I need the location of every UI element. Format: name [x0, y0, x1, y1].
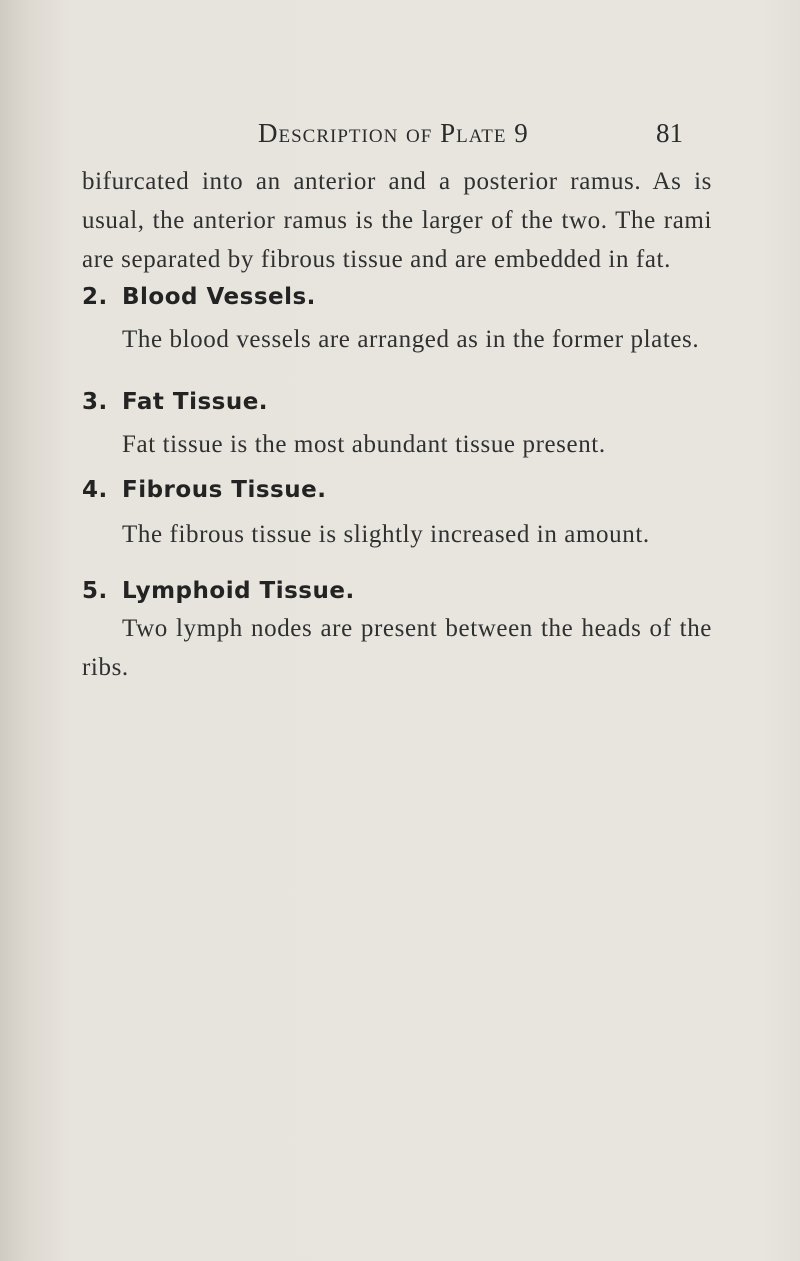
section-heading-lymphoid-tissue — [82, 578, 355, 604]
section-body-fibrous-tissue: The fibrous tissue is slightly increased in amount. — [122, 521, 650, 548]
section-body-lymphoid-tissue: Two lymph nodes are present between the heads of the ribs. — [82, 615, 712, 681]
section-heading-blood-vessels — [82, 284, 316, 310]
page-number: 81 — [656, 118, 683, 148]
running-head: Description of Plate 9 — [258, 118, 529, 148]
section-title: Lymphoid Tissue. — [122, 578, 355, 604]
section-body-blood-vessels: The blood vessels are arranged as in the former plates. — [122, 326, 700, 353]
intro-paragraph: bifurcated into an anterior and a posterior ramus. As is usual, the anterior ramus is the larger of the two. The rami are separated by fibrous tissue and are embedded in fat. — [82, 168, 712, 273]
section-heading-fat-tissue — [82, 389, 268, 415]
section-body-fat-tissue: Fat tissue is the most abundant tissue present. — [122, 431, 606, 458]
section-number: 3. — [82, 389, 108, 415]
section-number: 2. — [82, 284, 108, 310]
section-number: 4. — [82, 477, 108, 503]
section-number: 5. — [82, 578, 108, 604]
section-title: Fat Tissue. — [122, 389, 269, 415]
section-title: Blood Vessels. — [122, 284, 316, 310]
section-heading-fibrous-tissue — [82, 477, 326, 503]
section-title: Fibrous Tissue. — [122, 477, 327, 503]
